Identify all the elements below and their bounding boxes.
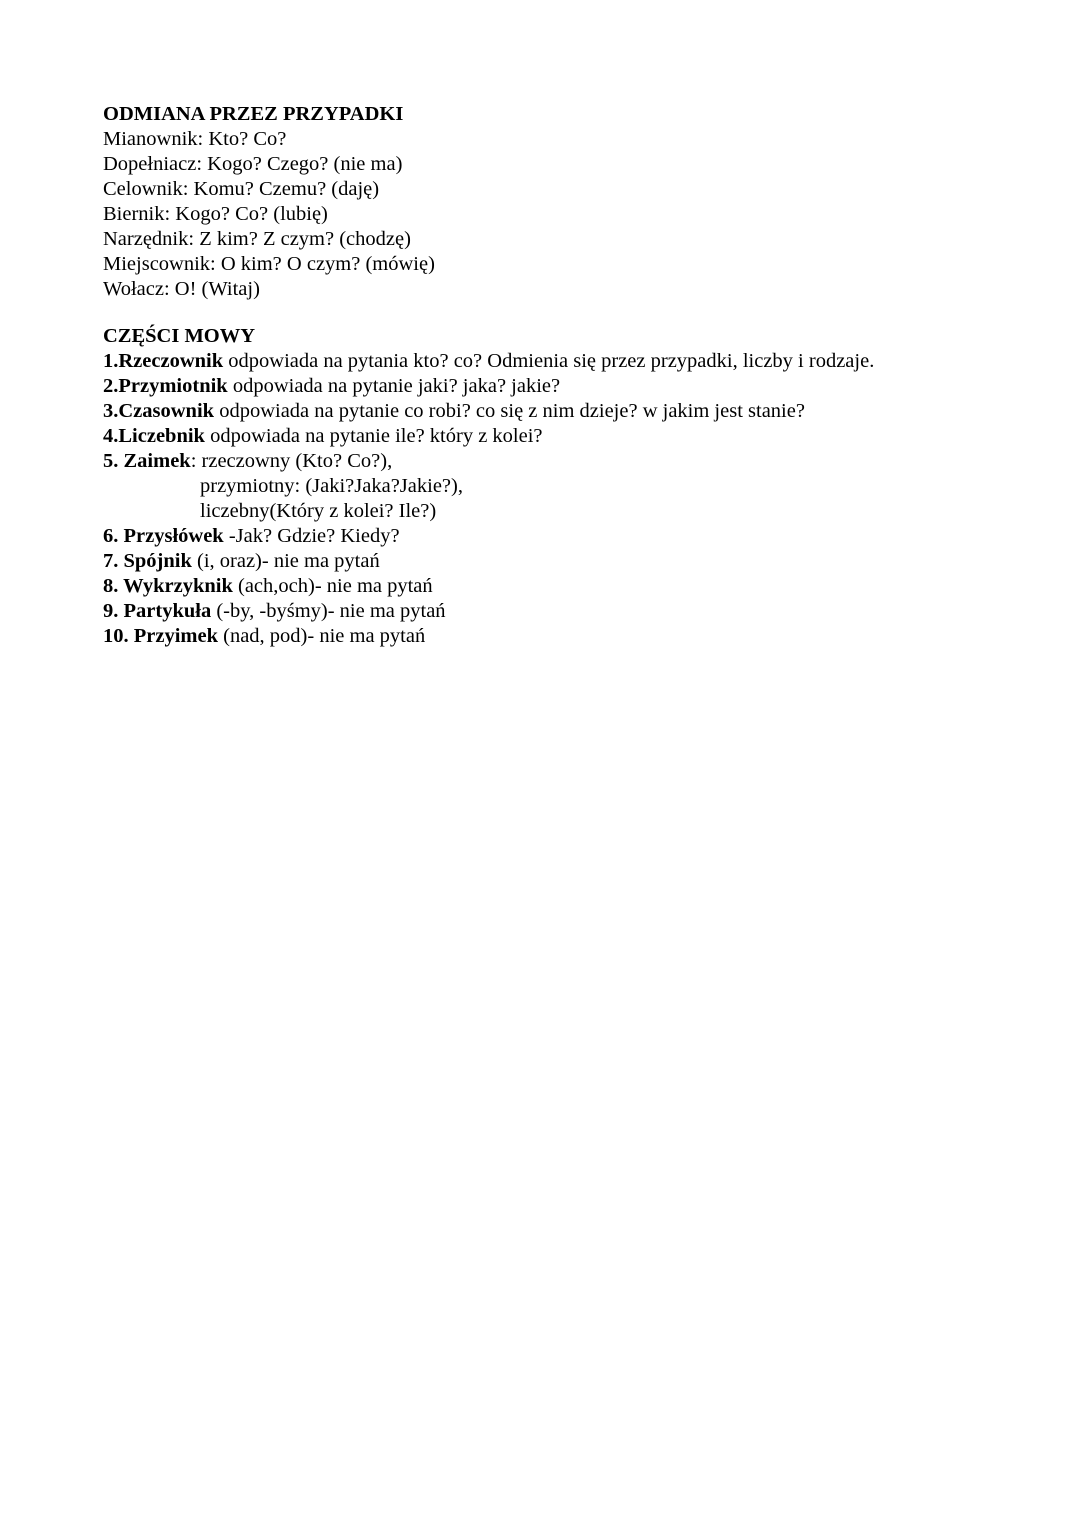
part-term: 2.Przymiotnik	[103, 375, 228, 397]
part-description: (nad, pod)- nie ma pytań	[218, 625, 426, 647]
part-term: 10. Przyimek	[103, 625, 218, 647]
part-item-interjection	[103, 574, 1003, 599]
part-item-conjunction	[103, 549, 1003, 574]
document-page	[103, 102, 1003, 649]
part-term: 5. Zaimek	[103, 450, 191, 472]
part-item-adverb	[103, 524, 1003, 549]
part-item-noun	[103, 349, 1003, 374]
part-description: (ach,och)- nie ma pytań	[232, 575, 433, 597]
part-description: odpowiada na pytanie ile? który z kolei?	[204, 425, 543, 447]
part-item-numeral	[103, 424, 1003, 449]
part-item-verb	[103, 399, 1003, 424]
part-description: (i, oraz)- nie ma pytań	[191, 550, 380, 572]
part-description: odpowiada na pytanie jaki? jaka? jakie?	[227, 375, 561, 397]
part-description: -Jak? Gdzie? Kiedy?	[223, 525, 400, 547]
part-term: 7. Spójnik	[103, 550, 192, 572]
part-item-pronoun	[103, 449, 1003, 474]
cases-heading: ODMIANA PRZEZ PRZYPADKI	[103, 103, 404, 125]
part-description: odpowiada na pytanie co robi? co się z nim dzieje? w jakim jest stanie?	[214, 400, 805, 422]
pronoun-subline-numeral: liczebny(Który z kolei? Ile?)	[200, 500, 437, 522]
case-line-vocative: Wołacz: O! (Witaj)	[103, 278, 260, 300]
parts-heading: CZĘŚCI MOWY	[103, 325, 256, 347]
case-line-genitive: Dopełniacz: Kogo? Czego? (nie ma)	[103, 153, 403, 175]
part-description: (-by, -byśmy)- nie ma pytań	[211, 600, 446, 622]
part-term: 8. Wykrzyknik	[103, 575, 233, 597]
part-description: odpowiada na pytania kto? co? Odmienia się przez przypadki, liczby i rodzaje.	[223, 350, 875, 372]
case-line-nominative: Mianownik: Kto? Co?	[103, 128, 287, 150]
part-term: 3.Czasownik	[103, 400, 215, 422]
case-line-accusative: Biernik: Kogo? Co? (lubię)	[103, 203, 328, 225]
case-line-dative: Celownik: Komu? Czemu? (daję)	[103, 178, 380, 200]
case-line-locative: Miejscownik: O kim? O czym? (mówię)	[103, 253, 435, 275]
part-description: : rzeczowny (Kto? Co?),	[190, 450, 393, 472]
part-term: 4.Liczebnik	[103, 425, 205, 447]
part-item-adjective	[103, 374, 1003, 399]
section-spacer	[103, 302, 1003, 324]
part-item-preposition	[103, 624, 1003, 649]
part-term: 9. Partykuła	[103, 600, 212, 622]
part-term: 6. Przysłówek	[103, 525, 224, 547]
case-line-instrumental: Narzędnik: Z kim? Z czym? (chodzę)	[103, 228, 411, 250]
pronoun-subline-adjectival: przymiotny: (Jaki?Jaka?Jakie?),	[200, 475, 463, 497]
part-item-particle	[103, 599, 1003, 624]
part-term: 1.Rzeczownik	[103, 350, 224, 372]
